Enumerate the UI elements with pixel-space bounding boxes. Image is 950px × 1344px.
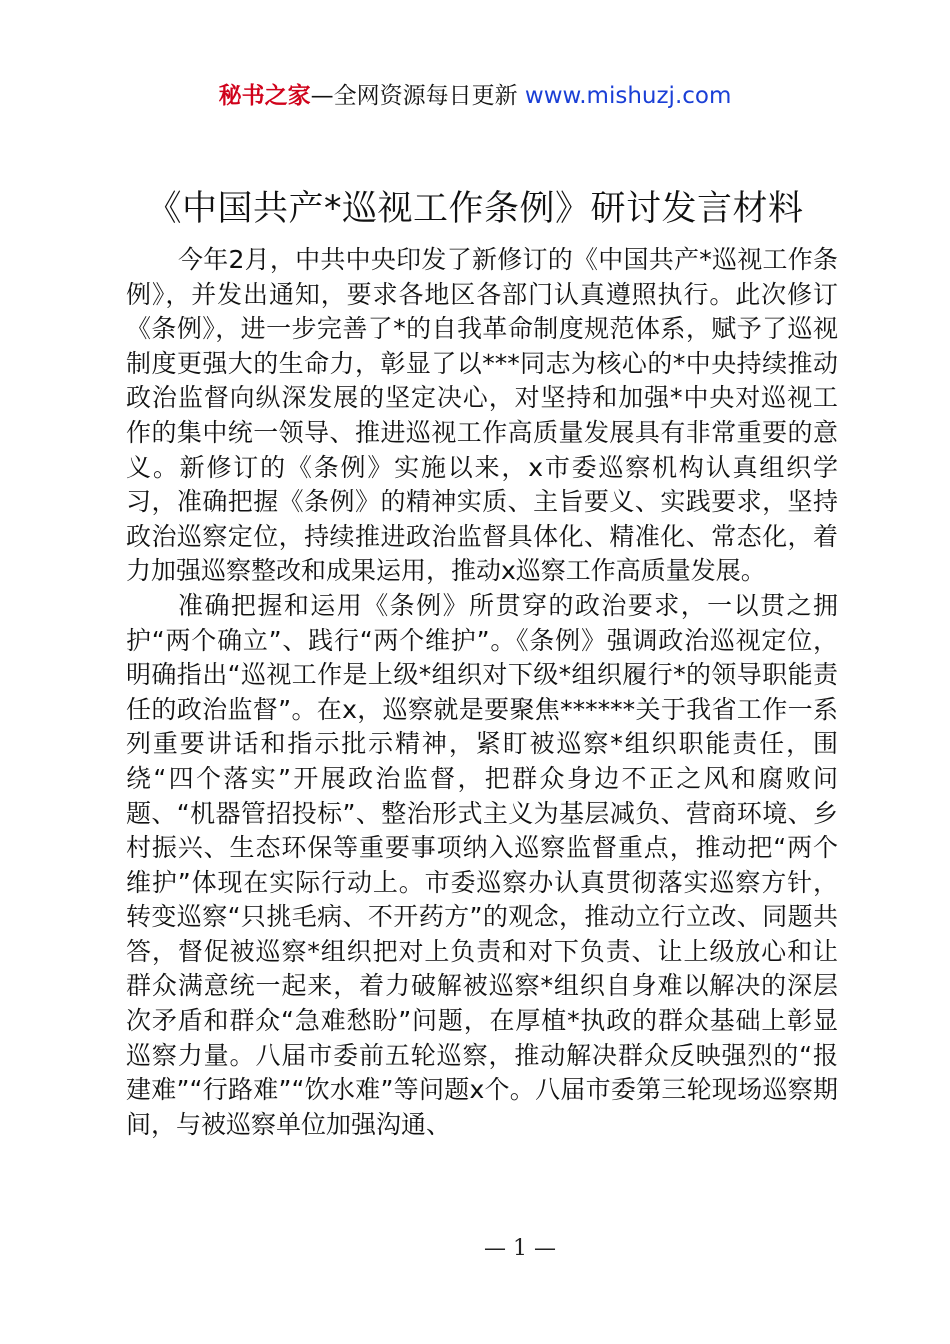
document-body (126, 243, 838, 1142)
paragraph: 今年2月，中共中央印发了新修订的《中国共产*巡视工作条例》，并发出通知，要求各地区各部门认真遵照执行。此次修订《条例》，进一步完善了*的自我革命制度规范体系，赋予了巡视制度更强大的生命力，彰显了以***同志为核心的*中央持续推动政治监督向纵深发展的坚定决心，对坚持和加强*中央对巡视工作的集中统一领导、推进巡视工作高质量发展具有非常重要的意义。新修订的《条例》实施以来，x市委巡察机构认真组织学习，准确把握《条例》的精神实质、主旨要义、实践要求，坚持政治巡察定位，持续推进政治监督具体化、精准化、常态化，着力加强巡察整改和成果运用，推动x巡察工作高质量发展。 (126, 245, 838, 586)
brand-name: 秘书之家 (218, 83, 311, 109)
document-title: 《中国共产*巡视工作条例》研讨发言材料 (146, 189, 804, 229)
site-url[interactable]: www.mishuzj.com (524, 83, 732, 109)
paragraph: 准确把握和运用《条例》所贯穿的政治要求，一以贯之拥护“两个确立”、践行“两个维护”。《条例》强调政治巡视定位，明确指出“巡视工作是上级*组织对下级*组织履行*的领导职能责任的政治监督”。在x，巡察就是要聚焦******关于我省工作一系列重要讲话和指示批示精神，紧盯被巡察*组织职能责任，围绕“四个落实”开展政治监督，把群众身边不正之风和腐败问题、“机器管招投标”、整治形式主义为基层减负、营商环境、乡村振兴、生态环保等重要事项纳入巡察监督重点，推动把“两个维护”体现在实际行动上。市委巡察办认真贯彻落实巡察方针，转变巡察“只挑毛病、不开药方”的观念，推动立行立改、同题共答，督促被巡察*组织把对上负责和对下负责、让上级放心和让群众满意统一起来，着力破解被巡察*组织自身难以解决的深层次矛盾和群众“急难愁盼”问题，在厚植*执政的群众基础上彰显巡察力量。八届市委前五轮巡察，推动解决群众反映强烈的“报建难”“行路难”“饮水难”等问题x个。八届市委第三轮现场巡察期间，与被巡察单位加强沟通、 (126, 590, 838, 1139)
page-number: — 1 — (484, 1236, 556, 1261)
site-header (0, 80, 950, 112)
header-slogan: —全网资源每日更新 (310, 83, 525, 109)
